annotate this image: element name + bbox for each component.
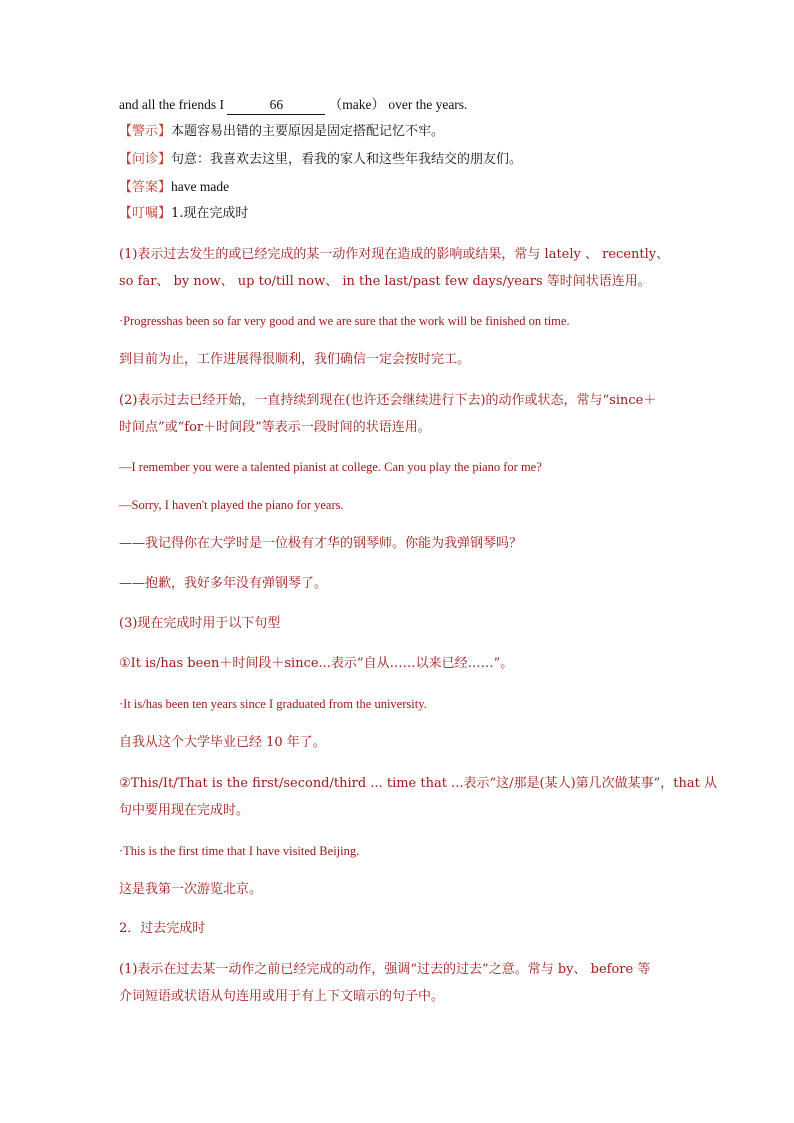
usage-2-line-1: (2)表示过去已经开始，一直持续到现在(也许还会继续进行下去)的动作或状态，常与“since＋ [119, 393, 657, 408]
usage-2-line-2: 时间点”或“for＋时间段”等表示一段时间的状语连用。 [119, 420, 431, 435]
dialogue-line-1: —I remember you were a talented pianist at college. Can you play the piano for me? [119, 460, 542, 474]
diagnosis-text: 句意：我喜欢去这里，看我的家人和这些年我结交的朋友们。 [171, 152, 523, 167]
example-1-translation: 到目前为止，工作进展得很顺利，我们确信一定会按时完工。 [119, 352, 471, 367]
dialogue-line-2: —Sorry, I haven't played the piano for years. [119, 498, 344, 512]
exercise-sentence [119, 96, 467, 115]
answer-blank: 66 [227, 96, 325, 115]
reminder-tag: 【叮嘱】 [119, 206, 172, 221]
dialogue-translation-2: ——抱歉，我好多年没有弹钢琴了。 [119, 576, 328, 591]
sentence-start: and all the friends I [119, 97, 224, 112]
pattern-2-line-2: 句中要用现在完成时。 [119, 803, 250, 818]
warning-text: 本题容易出错的主要原因是固定搭配记忆不牢。 [171, 124, 445, 139]
diagnosis-line [119, 151, 522, 169]
sentence-end: over the years. [388, 97, 468, 112]
past-perfect-line-2: 介词短语或状语从句连用或用于有上下文暗示的句子中。 [119, 989, 445, 1004]
usage-1-line-1: (1)表示过去发生的或已经完成的某一动作对现在造成的影响或结果，常与 lately 、 recently、 [119, 247, 670, 262]
pattern-1-translation: 自我从这个大学毕业已经 10 年了。 [119, 735, 326, 750]
answer-line [119, 178, 229, 197]
diagnosis-tag: 【问诊】 [119, 152, 172, 167]
pattern-1-example: ·It is/has been ten years since I graduated from the university. [119, 697, 427, 711]
warning-tag: 【警示】 [119, 124, 172, 139]
usage-3-heading: (3)现在完成时用于以下句型 [119, 616, 281, 631]
pattern-2-line-1: ②This/It/That is the first/second/third ... time that ...表示“这/那是(某人)第几次做某事”，that 从 [119, 776, 717, 791]
answer-tag: 【答案】 [119, 180, 172, 195]
pattern-1: ①It is/has been＋时间段＋since...表示“自从……以来已经……”。 [119, 656, 514, 671]
usage-1-line-2: so far、 by now、 up to/till now、 in the last/past few days/years 等时间状语连用。 [119, 274, 651, 289]
verb-hint: （make） [328, 97, 385, 112]
warning-line [119, 123, 444, 141]
answer-text: have made [171, 179, 230, 194]
pattern-2-example: ·This is the first time that I have visited Beijing. [119, 844, 360, 858]
reminder-line [119, 205, 248, 223]
example-1: ·Progresshas been so far very good and we are sure that the work will be finished on time. [119, 314, 570, 328]
past-perfect-line-1: (1)表示在过去某一动作之前已经完成的动作，强调“过去的过去”之意。常与 by、 before 等 [119, 962, 651, 977]
dialogue-translation-1: ——我记得你在大学时是一位极有才华的钢琴师。你能为我弹钢琴吗？ [119, 536, 523, 551]
section-2-heading: 2．过去完成时 [119, 921, 206, 936]
pattern-2-translation: 这是我第一次游览北京。 [119, 882, 263, 897]
reminder-text: 1.现在完成时 [171, 206, 249, 221]
